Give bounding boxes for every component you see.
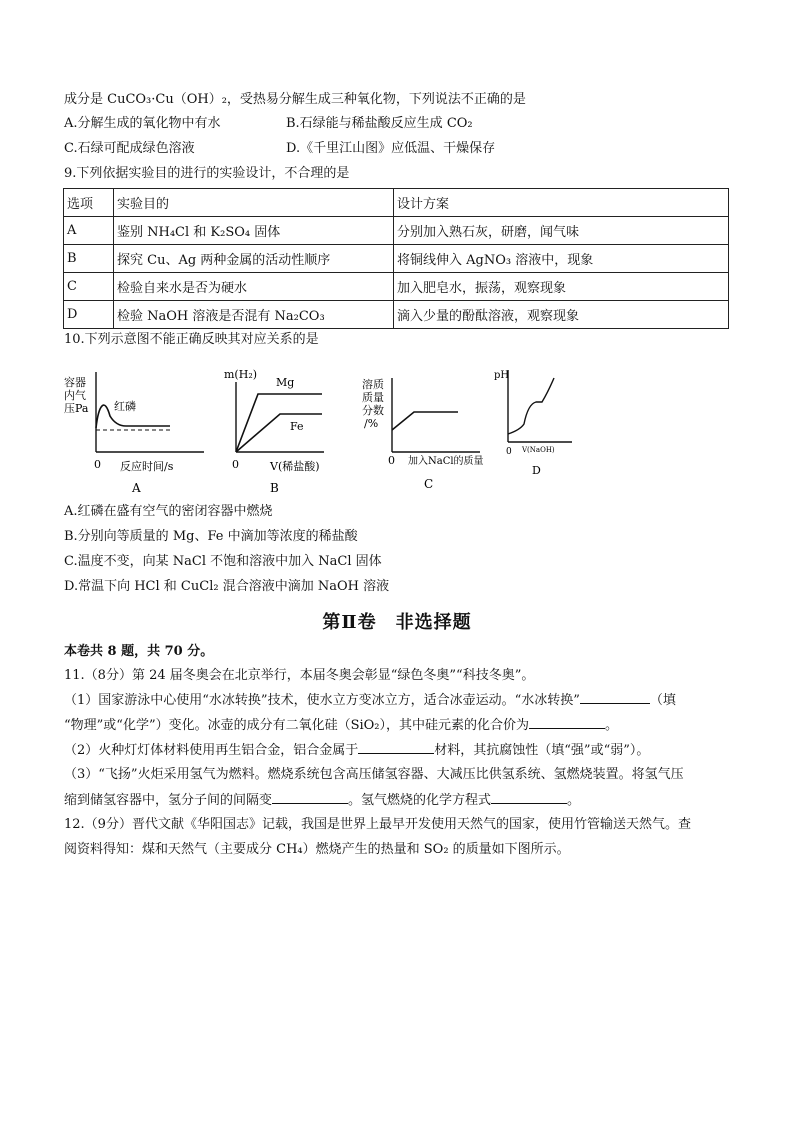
- q11-blank-2[interactable]: [529, 715, 605, 729]
- figure-d-origin: 0: [506, 447, 512, 457]
- q10-option-c: C.温度不变，向某 NaCl 不饱和溶液中加入 NaCl 固体: [64, 554, 382, 569]
- q11-part3-line2: [64, 790, 580, 811]
- table-header-cell: 选项: [64, 189, 114, 217]
- table-header-row: [64, 189, 729, 217]
- figure-b-origin: 0: [232, 458, 239, 471]
- figure-a-letter: A: [132, 481, 141, 495]
- q11-part1-line1: [64, 690, 676, 711]
- figure-a-origin: 0: [94, 458, 101, 471]
- figure-a-ylabel-1: 容器: [64, 376, 86, 389]
- figure-d-letter: D: [532, 464, 541, 477]
- q10-figures: [62, 364, 582, 496]
- q11-part2: [64, 740, 649, 761]
- figure-b-ylabel: m(H₂): [224, 368, 258, 381]
- q11-part1-text-c: “物理”或“化学”）变化。冰壶的成分有二氧化硅（SiO₂），其中硅元素的化合价为: [64, 718, 530, 733]
- q11-part3-text-c: 。氢气燃烧的化学方程式: [348, 793, 492, 808]
- figure-a-xlabel: 反应时间/s: [120, 460, 174, 473]
- table-cell: D: [64, 301, 114, 329]
- q12-line1: 12.（9分）晋代文献《华阳国志》记载，我国是世界上最早开发使用天然气的国家，使用竹管输送天然气。查: [64, 817, 691, 832]
- q9-stem: 9.下列依据实验目的进行的实验设计，不合理的是: [64, 166, 350, 181]
- experiment-table: [63, 188, 729, 329]
- figure-d-xlabel: V(NaOH): [522, 446, 555, 454]
- q11-blank-3[interactable]: [358, 740, 434, 754]
- section-subtitle: 本卷共 8 题，共 70 分。: [64, 644, 214, 659]
- table-cell: 加入肥皂水，振荡，观察现象: [394, 273, 729, 301]
- q11-part1-text-d: 。: [605, 718, 619, 733]
- q8-option-b: B.石绿能与稀盐酸反应生成 CO₂: [286, 116, 473, 131]
- figure-c-ylabel-1: 溶质: [362, 378, 384, 391]
- figure-c-line: [392, 412, 458, 430]
- q11-stem: 11.（8分）第 24 届冬奥会在北京举行，本届冬奥会彰显“绿色冬奥”“科技冬奥”。: [64, 668, 535, 683]
- table-row: [64, 217, 729, 245]
- figure-c-letter: C: [424, 477, 434, 491]
- table-cell: 检验自来水是否为硬水: [114, 273, 394, 301]
- figure-b-mg-line: [236, 394, 322, 452]
- q11-part2-text-a: （2）火种灯灯体材料使用再生铝合金，铝合金属于: [64, 743, 359, 758]
- table-row: [64, 273, 729, 301]
- figure-b: [224, 368, 324, 495]
- q10-option-d: D.常温下向 HCl 和 CuCl₂ 混合溶液中滴加 NaOH 溶液: [64, 579, 390, 594]
- figure-c-origin: 0: [388, 454, 395, 467]
- section-title: 第Ⅱ卷 非选择题: [322, 612, 472, 633]
- figure-a: [64, 372, 204, 495]
- q11-part3-text-b: 缩到储氢容器中，氢分子间的间隔变: [64, 793, 273, 808]
- figure-c-ylabel-3: 分数: [362, 404, 384, 417]
- q10-option-b: B.分别向等质量的 Mg、Fe 中滴加等浓度的稀盐酸: [64, 529, 358, 544]
- q11-blank-5[interactable]: [491, 790, 567, 804]
- figure-b-xlabel: V(稀盐酸): [270, 460, 320, 473]
- figure-c-xlabel: 加入NaCl的质量: [408, 456, 484, 467]
- table-cell: 鉴别 NH₄Cl 和 K₂SO₄ 固体: [114, 217, 394, 245]
- table-cell: 将铜线伸入 AgNO₃ 溶液中，现象: [394, 245, 729, 273]
- figure-b-series-mg: Mg: [276, 376, 295, 389]
- figure-c-ylabel-2: 质量: [362, 391, 384, 404]
- table-row: [64, 301, 729, 329]
- q10-stem: 10.下列示意图不能正确反映其对应关系的是: [64, 332, 319, 347]
- table-cell: A: [64, 217, 114, 245]
- q11-part1-text-b: （填: [649, 693, 676, 708]
- q11-blank-4[interactable]: [272, 790, 348, 804]
- q11-blank-1[interactable]: [580, 690, 650, 704]
- q8-option-c: C.石绿可配成绿色溶液: [64, 141, 195, 156]
- q10-option-a: A.红磷在盛有空气的密闭容器中燃烧: [64, 504, 273, 519]
- table-header-cell: 实验目的: [114, 189, 394, 217]
- figure-d: [494, 370, 572, 477]
- table-cell: B: [64, 245, 114, 273]
- q11-part3-text-d: 。: [567, 793, 581, 808]
- q8-stem: 成分是 CuCO₃·Cu（OH）₂，受热易分解生成三种氧化物，下列说法不正确的是: [64, 92, 526, 107]
- q12-line2: 阅资料得知：煤和天然气（主要成分 CH₄）燃烧产生的热量和 SO₂ 的质量如下图所示。: [64, 842, 570, 857]
- figure-a-series-label: 红磷: [114, 400, 136, 413]
- q11-part3-line1: （3）“飞扬”火炬采用氢气为燃料。燃烧系统包含高压储氢容器、大减压比供氢系统、氢燃烧装置。将氢气压: [64, 767, 684, 782]
- table-cell: 探究 Cu、Ag 两种金属的活动性顺序: [114, 245, 394, 273]
- figure-b-letter: B: [270, 481, 279, 495]
- table-cell: C: [64, 273, 114, 301]
- table-cell: 滴入少量的酚酞溶液，观察现象: [394, 301, 729, 329]
- figure-d-ylabel: pH: [494, 370, 510, 381]
- figure-c-ylabel-4: /%: [364, 417, 379, 430]
- figure-a-ylabel-3: 压Pa: [64, 402, 89, 415]
- figure-b-series-fe: Fe: [290, 420, 304, 433]
- figure-a-ylabel-2: 内气: [64, 389, 86, 402]
- q11-part1-line2: [64, 715, 618, 736]
- table-row: [64, 245, 729, 273]
- q8-option-d: D.《千里江山图》应低温、干燥保存: [286, 141, 496, 156]
- figure-d-curve: [508, 378, 554, 434]
- q8-option-a: A.分解生成的氧化物中有水: [64, 116, 221, 131]
- q11-part1-text-a: （1）国家游泳中心使用“水冰转换”技术，使水立方变冰立方，适合冰壶运动。“水冰转换”: [64, 693, 580, 708]
- figure-c: [362, 377, 484, 491]
- table-header-cell: 设计方案: [394, 189, 729, 217]
- q11-part2-text-b: 材料，其抗腐蚀性（填“强”或“弱”）。: [434, 743, 650, 758]
- table-cell: 分别加入熟石灰，研磨，闻气味: [394, 217, 729, 245]
- table-cell: 检验 NaOH 溶液是否混有 Na₂CO₃: [114, 301, 394, 329]
